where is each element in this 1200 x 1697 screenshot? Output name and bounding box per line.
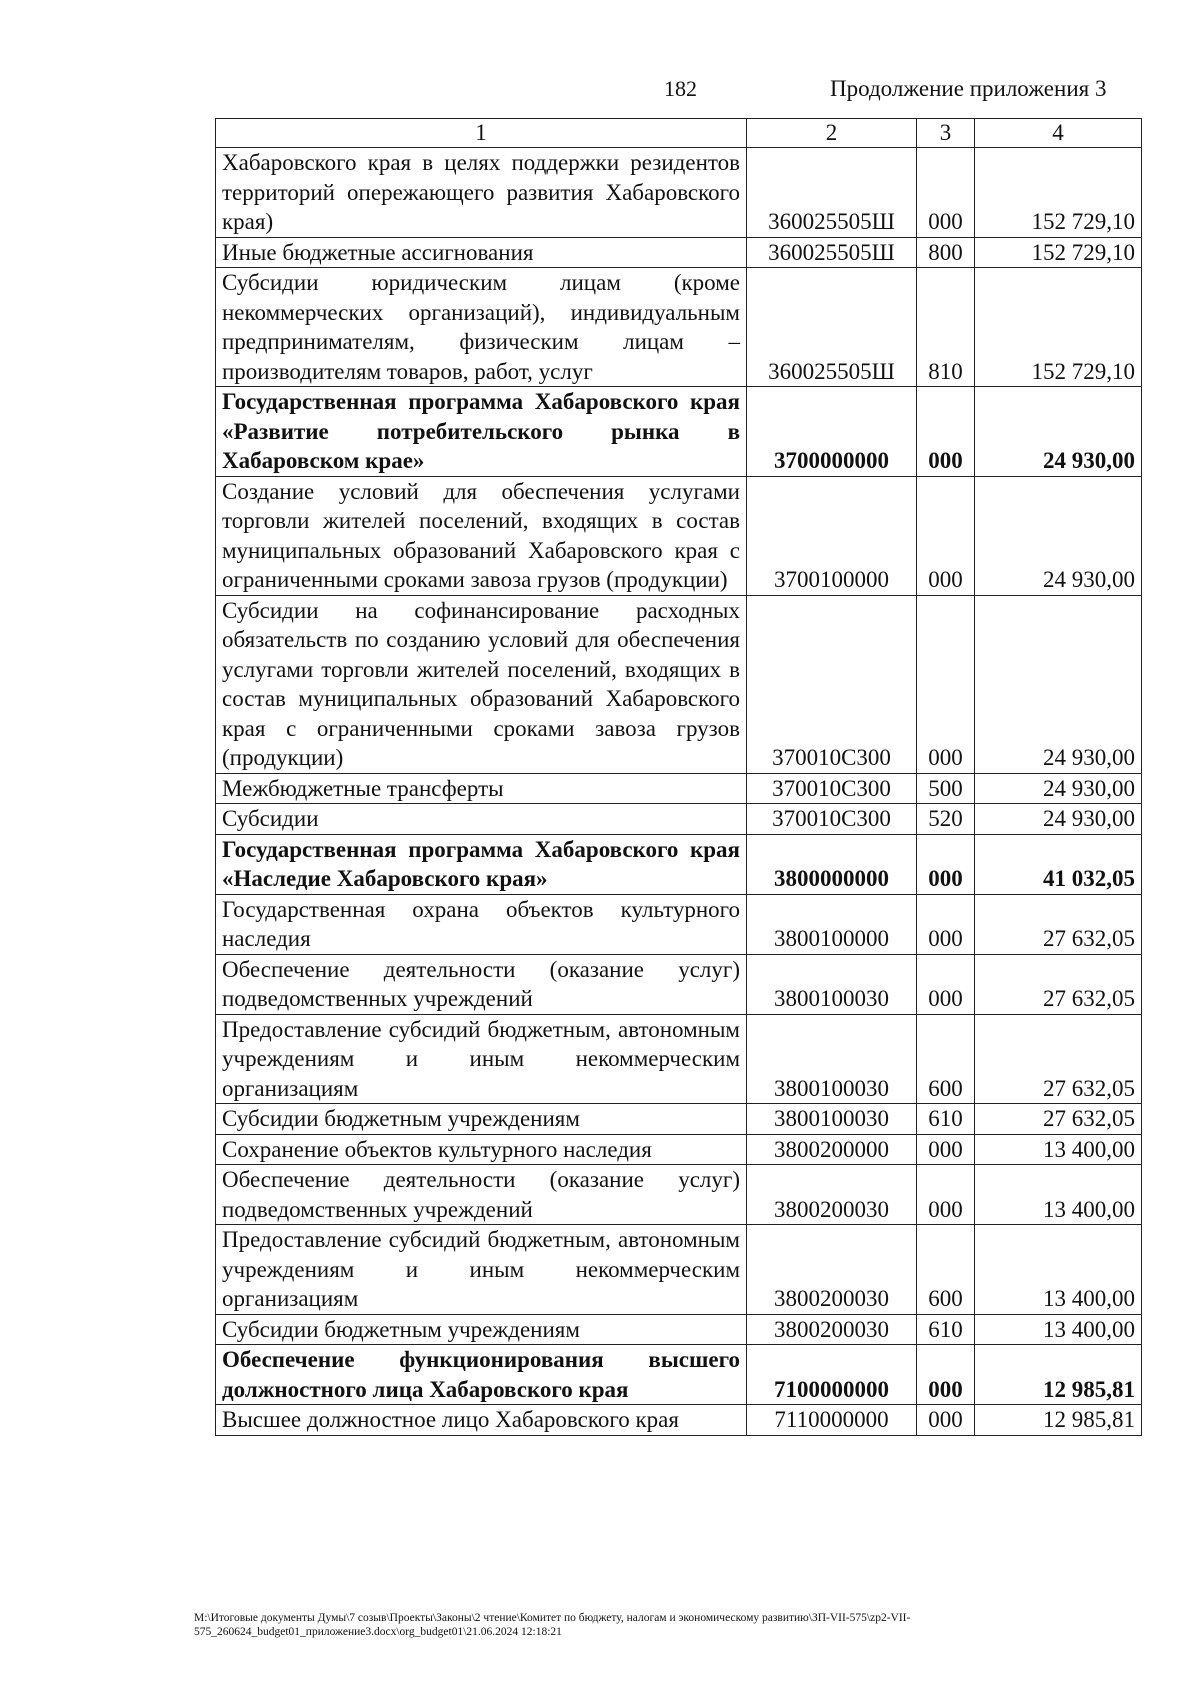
table-row xyxy=(216,954,1142,1014)
header-col-2: 2 xyxy=(747,119,917,148)
footer-file-path: M:\Итоговые документы Думы\7 созыв\Проекты\Законы\2 чтение\Комитет по бюджету, налогам и экономическому развитию\ЗП-VII-575\zp2-VII-575_260624_budget01_приложение3.docx\org_budget01\21.06.2024 12:18:21 xyxy=(194,1612,911,1638)
row-expense-type: 810 xyxy=(917,268,975,387)
row-description: Субсидии бюджетным учреждениям xyxy=(216,1104,747,1135)
row-amount: 24 930,00 xyxy=(975,773,1142,804)
row-expense-type: 000 xyxy=(917,834,975,894)
table-row xyxy=(216,1014,1142,1104)
row-description: Предоставление субсидий бюджетным, автономным учреждениям и иным некоммерческим организациям xyxy=(216,1014,747,1104)
row-description: Межбюджетные трансферты xyxy=(216,773,747,804)
table-row xyxy=(216,387,1142,477)
row-amount: 12 985,81 xyxy=(975,1405,1142,1436)
table-row xyxy=(216,237,1142,268)
row-expense-type: 000 xyxy=(917,954,975,1014)
page-number: 182 xyxy=(664,76,697,101)
row-amount: 152 729,10 xyxy=(975,148,1142,238)
row-expense-type: 000 xyxy=(917,894,975,954)
row-description: Создание условий для обеспечения услугами торговли жителей поселений, входящих в состав муниципальных образований Хабаровского края с ограниченными сроками завоза грузов (продукции) xyxy=(216,476,747,595)
row-description: Государственная программа Хабаровского края «Развитие потребительского рынка в Хабаровском крае» xyxy=(216,387,747,477)
row-amount: 13 400,00 xyxy=(975,1314,1142,1345)
row-expense-type: 000 xyxy=(917,1405,975,1436)
row-amount: 13 400,00 xyxy=(975,1225,1142,1315)
row-description: Субсидии бюджетным учреждениям xyxy=(216,1314,747,1345)
row-target-code: 3700000000 xyxy=(747,387,917,477)
row-amount: 27 632,05 xyxy=(975,954,1142,1014)
row-description: Иные бюджетные ассигнования xyxy=(216,237,747,268)
row-amount: 24 930,00 xyxy=(975,595,1142,773)
table-row xyxy=(216,476,1142,595)
table-row xyxy=(216,1104,1142,1135)
row-description: Государственная программа Хабаровского края «Наследие Хабаровского края» xyxy=(216,834,747,894)
row-amount: 24 930,00 xyxy=(975,387,1142,477)
table-row xyxy=(216,1345,1142,1405)
table-row xyxy=(216,268,1142,387)
table-row xyxy=(216,834,1142,894)
table-row xyxy=(216,894,1142,954)
row-amount: 152 729,10 xyxy=(975,237,1142,268)
row-description: Предоставление субсидий бюджетным, автономным учреждениям и иным некоммерческим организациям xyxy=(216,1225,747,1315)
row-expense-type: 520 xyxy=(917,804,975,835)
table-row xyxy=(216,1225,1142,1315)
row-amount: 27 632,05 xyxy=(975,1014,1142,1104)
row-description: Обеспечение деятельности (оказание услуг) подведомственных учреждений xyxy=(216,954,747,1014)
row-description: Субсидии юридическим лицам (кроме некоммерческих организаций), индивидуальным предпринимателям, физическим лицам – производителям товаров, работ, услуг xyxy=(216,268,747,387)
row-target-code: 3800100030 xyxy=(747,1104,917,1135)
row-expense-type: 800 xyxy=(917,237,975,268)
row-expense-type: 000 xyxy=(917,595,975,773)
table-row xyxy=(216,1314,1142,1345)
header-col-3: 3 xyxy=(917,119,975,148)
row-target-code: 7110000000 xyxy=(747,1405,917,1436)
row-expense-type: 600 xyxy=(917,1225,975,1315)
continuation-label: Продолжение приложения 3 xyxy=(830,76,1107,101)
row-description: Хабаровского края в целях поддержки резидентов территорий опережающего развития Хабаровского края) xyxy=(216,148,747,238)
budget-table xyxy=(215,118,1142,1436)
header-col-4: 4 xyxy=(975,119,1142,148)
row-target-code: 360025505Ш xyxy=(747,237,917,268)
row-amount: 12 985,81 xyxy=(975,1345,1142,1405)
row-target-code: 3800200030 xyxy=(747,1314,917,1345)
row-expense-type: 000 xyxy=(917,1134,975,1165)
row-amount: 24 930,00 xyxy=(975,804,1142,835)
row-description: Обеспечение функционирования высшего должностного лица Хабаровского края xyxy=(216,1345,747,1405)
table-header-row xyxy=(216,119,1142,148)
row-target-code: 3800200030 xyxy=(747,1225,917,1315)
row-expense-type: 500 xyxy=(917,773,975,804)
row-description: Государственная охрана объектов культурного наследия xyxy=(216,894,747,954)
table-row xyxy=(216,595,1142,773)
row-target-code: 3800100000 xyxy=(747,894,917,954)
row-target-code: 3800200030 xyxy=(747,1165,917,1225)
row-target-code: 360025505Ш xyxy=(747,148,917,238)
table-row xyxy=(216,1134,1142,1165)
table-body xyxy=(216,148,1142,1436)
row-target-code: 370010С300 xyxy=(747,773,917,804)
row-expense-type: 000 xyxy=(917,1345,975,1405)
row-expense-type: 600 xyxy=(917,1014,975,1104)
row-amount: 27 632,05 xyxy=(975,894,1142,954)
row-description: Обеспечение деятельности (оказание услуг) подведомственных учреждений xyxy=(216,1165,747,1225)
table-row xyxy=(216,148,1142,238)
row-description: Высшее должностное лицо Хабаровского края xyxy=(216,1405,747,1436)
row-target-code: 370010С300 xyxy=(747,804,917,835)
row-target-code: 3800100030 xyxy=(747,1014,917,1104)
row-amount: 13 400,00 xyxy=(975,1165,1142,1225)
row-expense-type: 000 xyxy=(917,387,975,477)
header-col-1: 1 xyxy=(216,119,747,148)
row-amount: 152 729,10 xyxy=(975,268,1142,387)
table-row xyxy=(216,773,1142,804)
row-target-code: 370010С300 xyxy=(747,595,917,773)
row-target-code: 3800200000 xyxy=(747,1134,917,1165)
row-expense-type: 610 xyxy=(917,1104,975,1135)
row-expense-type: 610 xyxy=(917,1314,975,1345)
row-description: Субсидии на софинансирование расходных обязательств по созданию условий для обеспечения услугами торговли жителей поселений, входящих в состав муниципальных образований Хабаровского края с ограниченными сроками завоза грузов (продукции) xyxy=(216,595,747,773)
table-row xyxy=(216,804,1142,835)
row-target-code: 3800100030 xyxy=(747,954,917,1014)
row-expense-type: 000 xyxy=(917,476,975,595)
row-amount: 41 032,05 xyxy=(975,834,1142,894)
row-target-code: 3700100000 xyxy=(747,476,917,595)
row-target-code: 7100000000 xyxy=(747,1345,917,1405)
table-row xyxy=(216,1165,1142,1225)
row-target-code: 360025505Ш xyxy=(747,268,917,387)
row-expense-type: 000 xyxy=(917,1165,975,1225)
row-amount: 24 930,00 xyxy=(975,476,1142,595)
table-row xyxy=(216,1405,1142,1436)
row-target-code: 3800000000 xyxy=(747,834,917,894)
row-description: Сохранение объектов культурного наследия xyxy=(216,1134,747,1165)
row-expense-type: 000 xyxy=(917,148,975,238)
row-description: Субсидии xyxy=(216,804,747,835)
row-amount: 27 632,05 xyxy=(975,1104,1142,1135)
row-amount: 13 400,00 xyxy=(975,1134,1142,1165)
